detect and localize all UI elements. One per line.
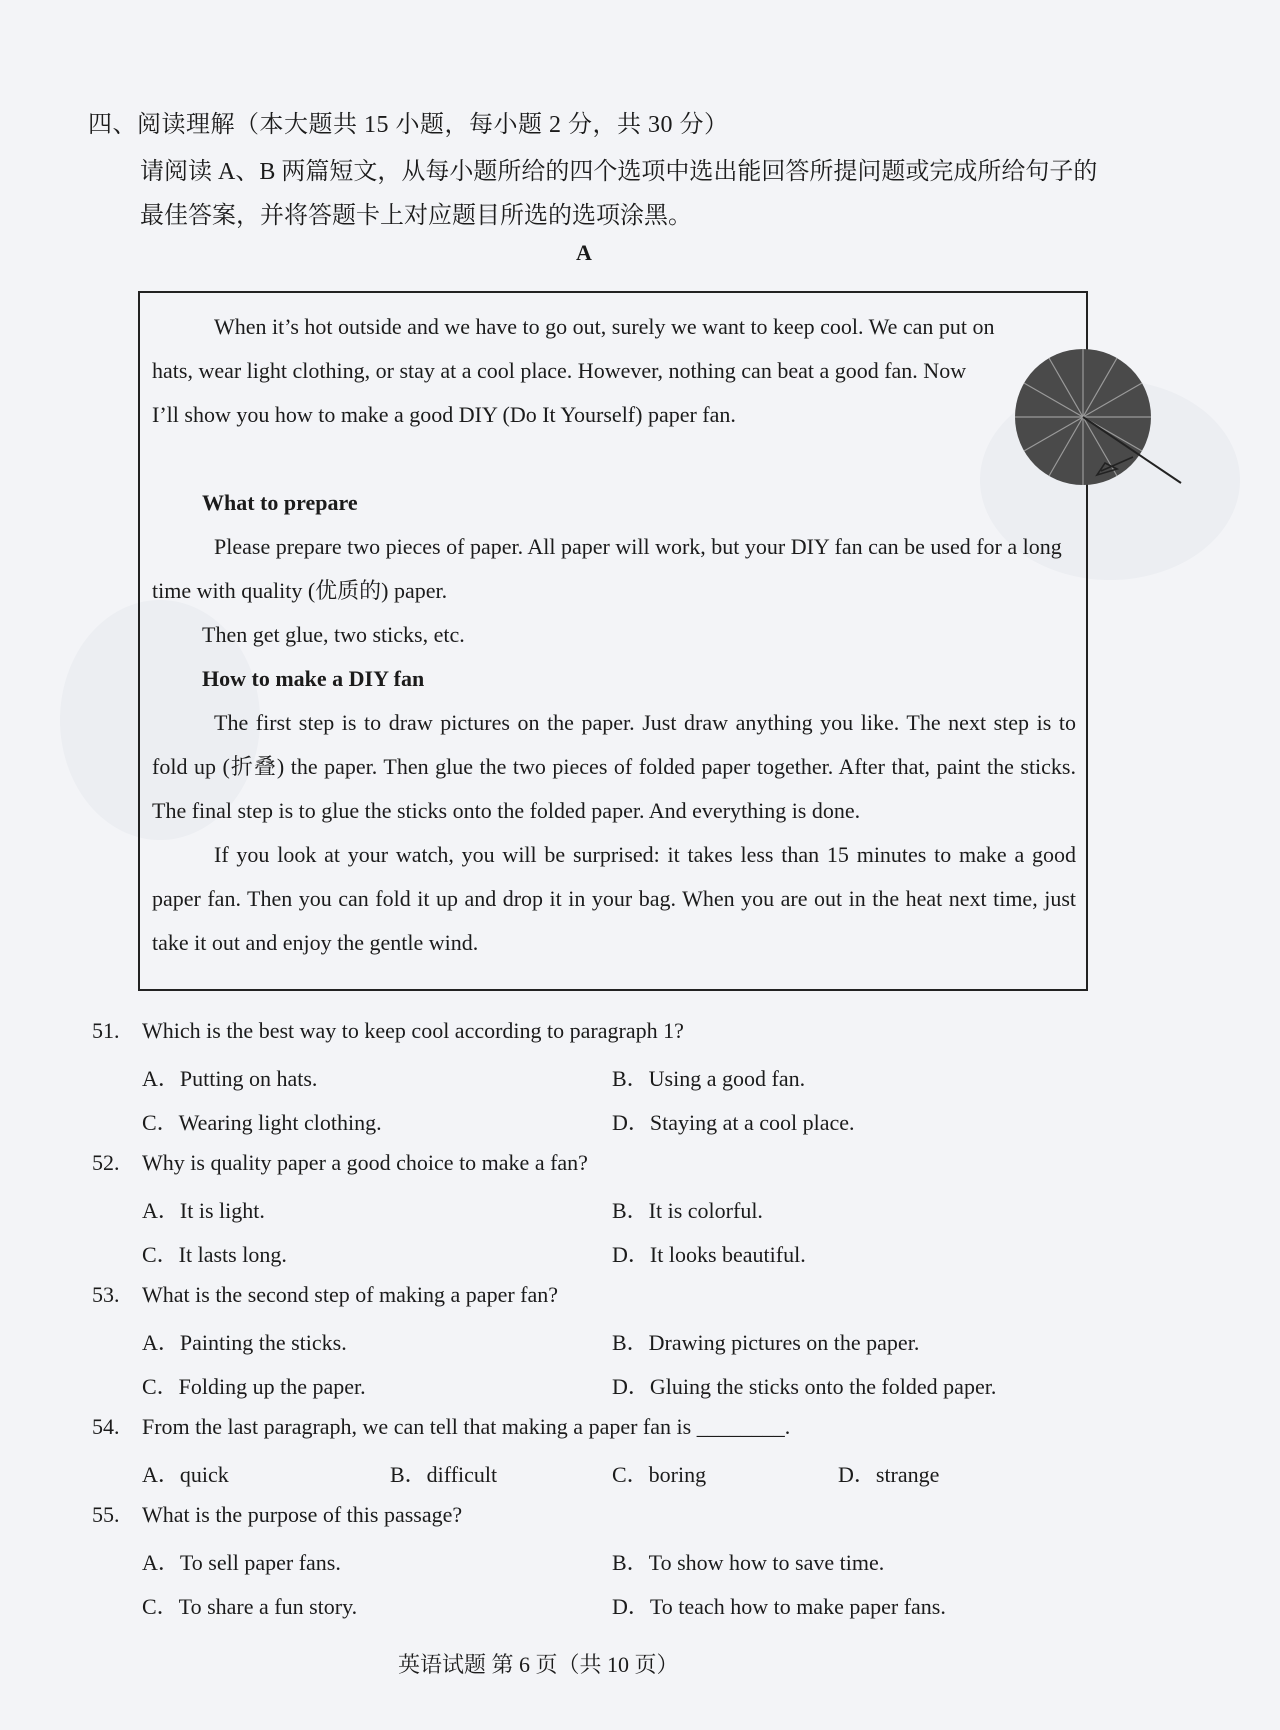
question-text: What is the second step of making a paper fan? (142, 1282, 559, 1307)
option-a[interactable]: A．To sell paper fans. (142, 1550, 341, 1575)
section-title: 四、阅读理解（本大题共 15 小题，每小题 2 分，共 30 分） (88, 112, 729, 138)
question-number: 51. (92, 1018, 120, 1043)
question-text: What is the purpose of this passage? (142, 1502, 463, 1527)
passage-box (138, 291, 1088, 991)
section-instructions: 请阅读 A、B 两篇短文，从每小题所给的四个选项中选出能回答所提问题或完成所给句子的最佳答案，并将答题卡上对应题目所选的选项涂黑。 (140, 159, 1098, 229)
question-number: 55. (92, 1502, 120, 1527)
closing-paragraph: If you look at your watch, you will be surprised: it takes less than 15 minutes to make a good paper fan. Then you can fold it up and drop it in your bag. When you are out in the heat next time, just take it out and enjoy the gentle wind. (152, 842, 1076, 955)
page-footer: 英语试题 第 6 页（共 10 页） (398, 1652, 679, 1677)
question-number: 54. (92, 1414, 120, 1439)
question-51 (92, 1018, 684, 1044)
question-text: From the last paragraph, we can tell that making a paper fan is ________. (142, 1414, 791, 1439)
option-d[interactable]: D．It looks beautiful. (612, 1242, 806, 1267)
prepare-paragraph-2: Then get glue, two sticks, etc. (202, 622, 465, 647)
question-number: 52. (92, 1150, 120, 1175)
heading-how-to-make: How to make a DIY fan (202, 666, 425, 691)
question-text: Which is the best way to keep cool according to paragraph 1? (142, 1018, 684, 1043)
question-number: 53. (92, 1282, 120, 1307)
option-a[interactable]: A．It is light. (142, 1198, 265, 1223)
steps-paragraph: The first step is to draw pictures on the paper. Just draw anything you like. The next step is to fold up (折叠) the paper. Then glue the two pieces of folded paper together. After that, paint the sticks. The final step is to glue the sticks onto the folded paper. And everything is done. (152, 710, 1076, 823)
option-c[interactable]: C．Wearing light clothing. (142, 1110, 382, 1135)
option-d[interactable]: D．Gluing the sticks onto the folded paper. (612, 1374, 997, 1399)
option-b[interactable]: B．Using a good fan. (612, 1066, 806, 1091)
option-a[interactable]: A．quick (142, 1462, 229, 1487)
paper-fan-illustration (1008, 337, 1188, 487)
option-d[interactable]: D．Staying at a cool place. (612, 1110, 855, 1135)
question-55 (92, 1502, 462, 1528)
question-54 (92, 1414, 790, 1440)
prepare-paragraph-1: Please prepare two pieces of paper. All paper will work, but your DIY fan can be used for a long time with quality (优质的) paper. (152, 534, 1062, 603)
option-b[interactable]: B．Drawing pictures on the paper. (612, 1330, 920, 1355)
option-c[interactable]: C．To share a fun story. (142, 1594, 358, 1619)
option-c[interactable]: C．boring (612, 1462, 707, 1487)
option-a[interactable]: A．Painting the sticks. (142, 1330, 347, 1355)
option-c[interactable]: C．Folding up the paper. (142, 1374, 366, 1399)
option-b[interactable]: B．It is colorful. (612, 1198, 763, 1223)
question-52 (92, 1150, 588, 1176)
option-d[interactable]: D．strange (838, 1462, 940, 1487)
passage-intro: When it’s hot outside and we have to go out, surely we want to keep cool. We can put on hats, wear light clothing, or stay at a cool place. However, nothing can beat a good fan. Now I’ll show you how to make a good DIY (Do It Yourself) paper fan. (152, 314, 995, 427)
option-b[interactable]: B．To show how to save time. (612, 1550, 885, 1575)
question-text: Why is quality paper a good choice to make a fan? (142, 1150, 588, 1175)
heading-what-to-prepare: What to prepare (202, 490, 358, 515)
question-53 (92, 1282, 558, 1308)
option-a[interactable]: A．Putting on hats. (142, 1066, 318, 1091)
option-c[interactable]: C．It lasts long. (142, 1242, 287, 1267)
passage-label: A (576, 240, 592, 265)
option-d[interactable]: D．To teach how to make paper fans. (612, 1594, 946, 1619)
option-b[interactable]: B．difficult (390, 1462, 498, 1487)
